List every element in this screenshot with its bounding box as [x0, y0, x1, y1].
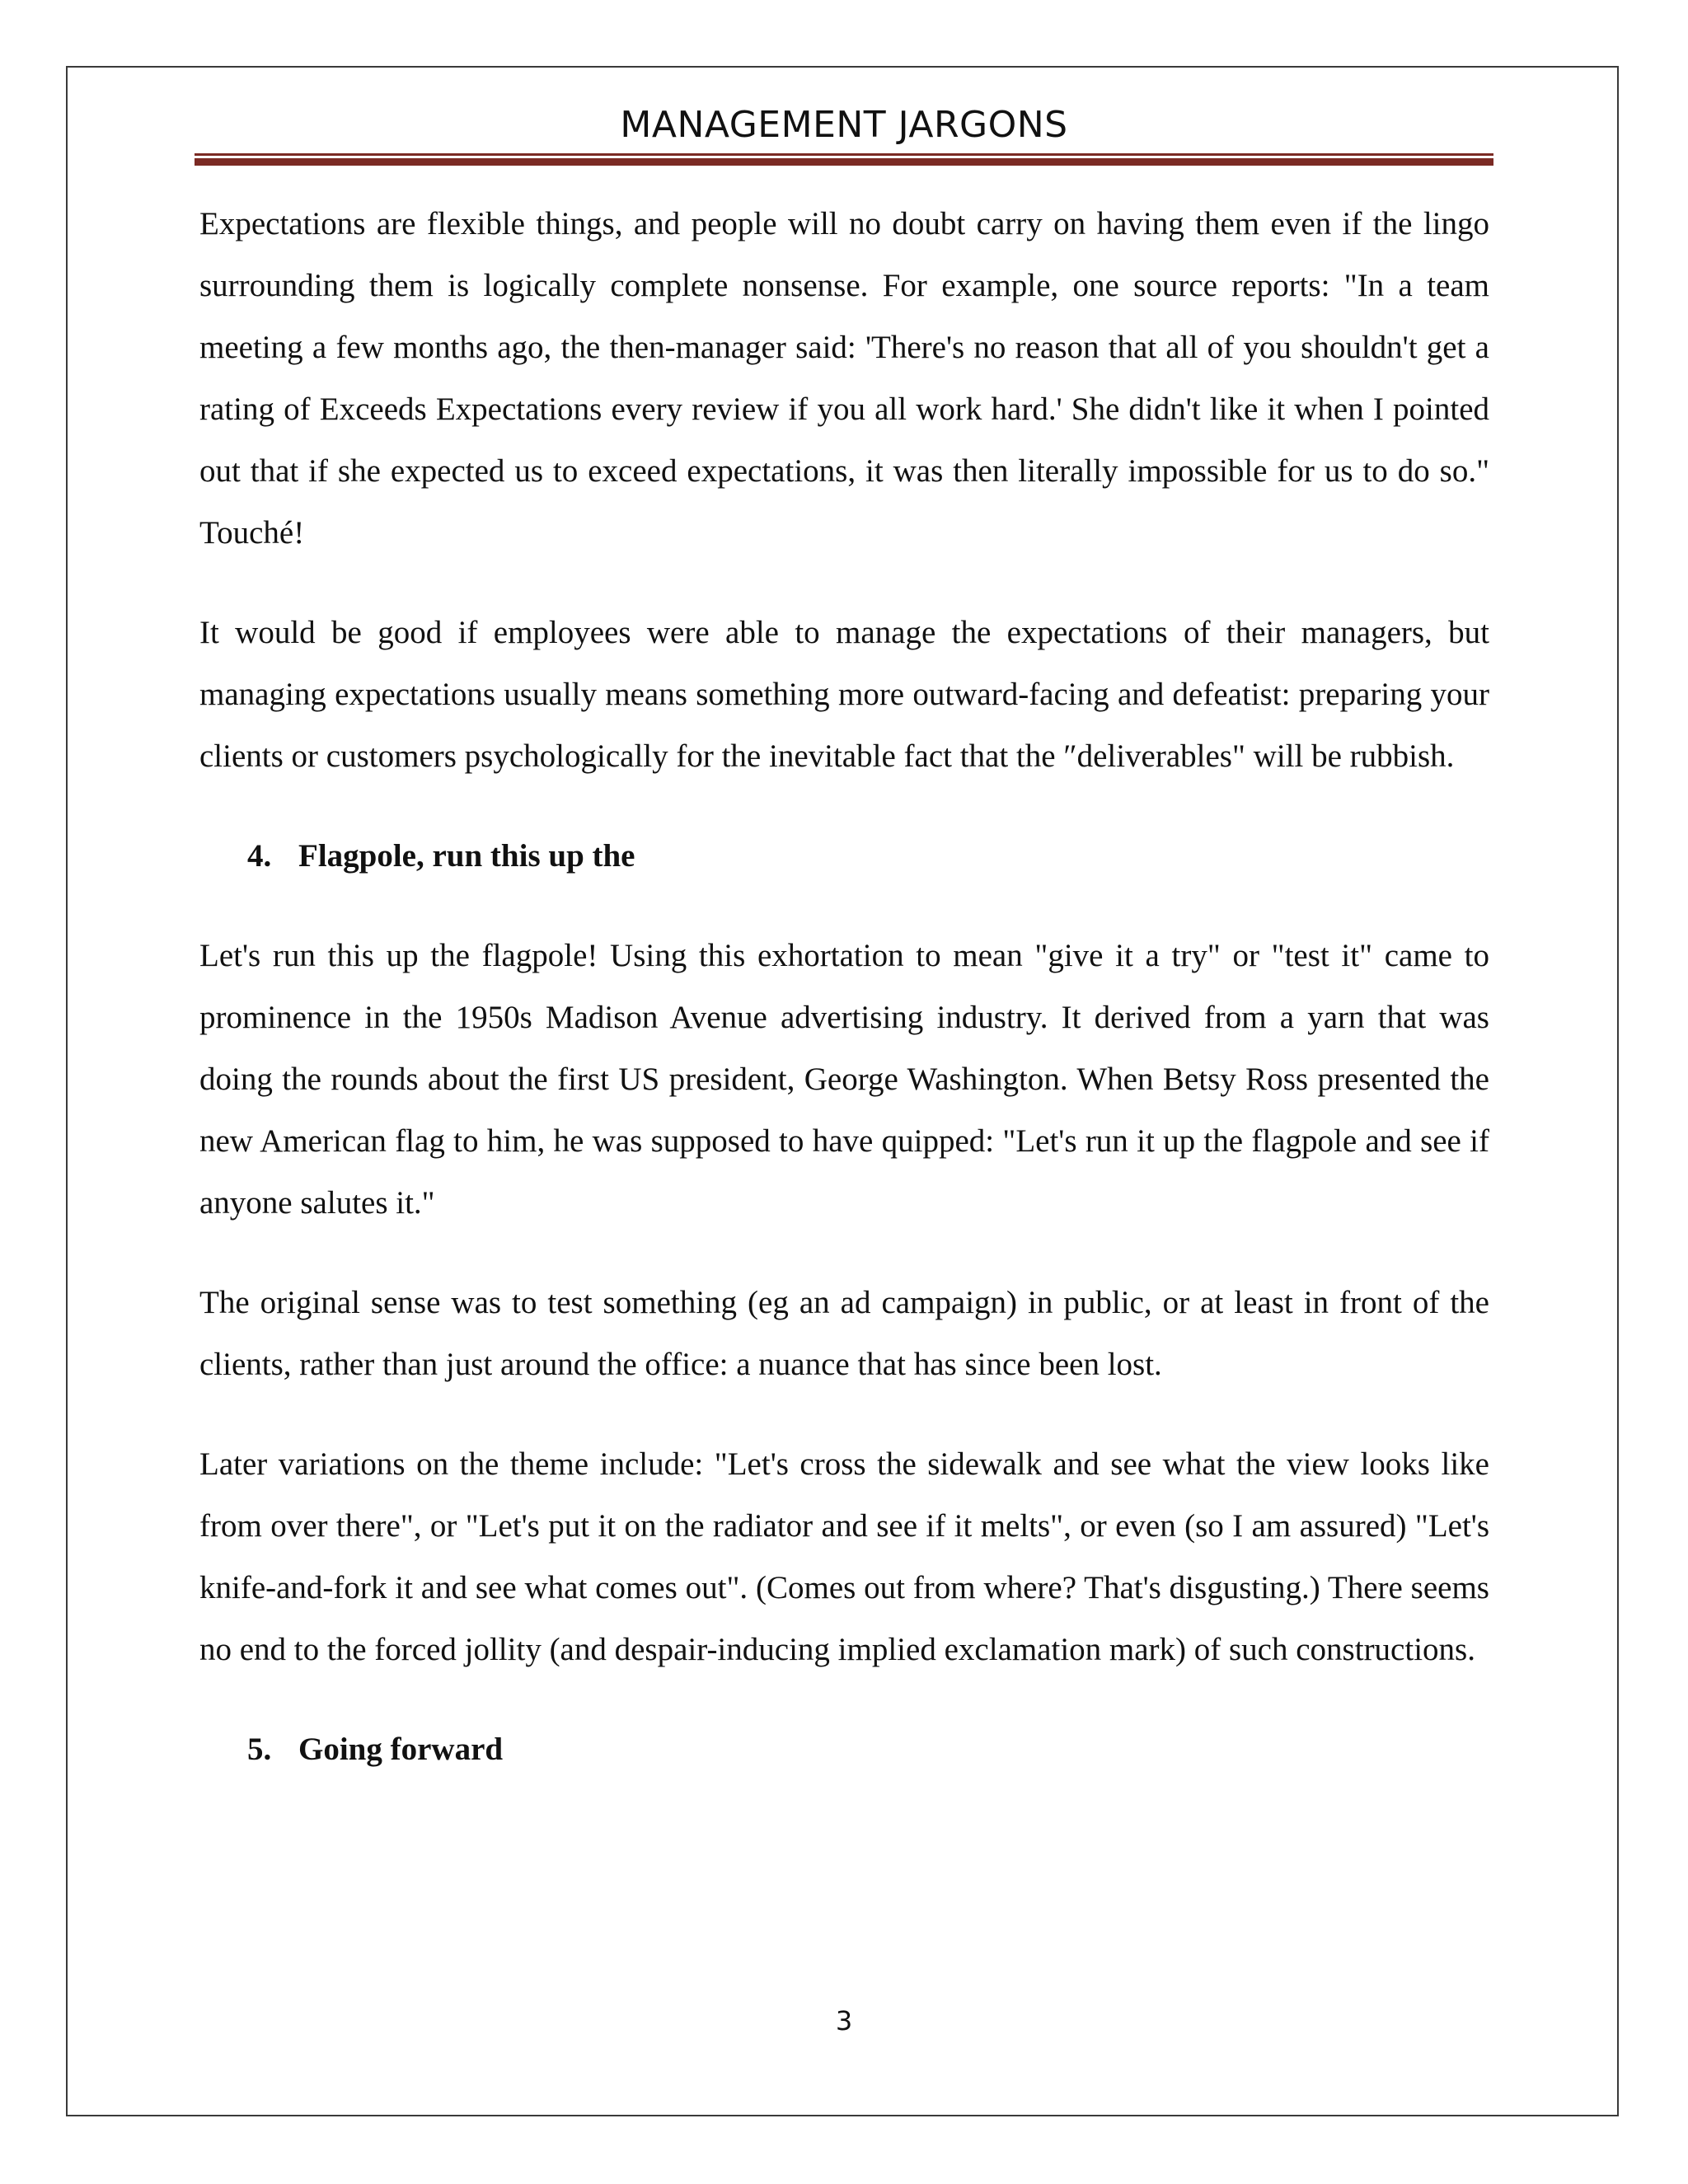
section-number: 4.	[247, 838, 272, 874]
section-heading-flagpole	[199, 825, 1489, 887]
section-title: Flagpole, run this up the	[298, 838, 635, 874]
page-number: 3	[835, 2005, 853, 2036]
section-number: 5.	[247, 1732, 272, 1767]
header-rule-thin	[195, 153, 1493, 156]
paragraph-original-sense: The original sense was to test something (eg an ad campaign) in public, or at least in front of the clients, rather than just around the office: a nuance that has since been lost.	[199, 1285, 1489, 1382]
header-rule-thick	[195, 158, 1493, 166]
paragraph-expectations: Expectations are flexible things, and people will no doubt carry on having them even if the lingo surrounding them is logically complete nonsense. For example, one source reports: "In a team meeting a few months ago, the then-manager said: 'There's no reason that all of you shouldn't get a rating of Exceeds Expectations every review if you all work hard.' She didn't like it when I pointed out that if she expected us to exceed expectations, it was then literally impossible for us to do so." Touché!	[199, 206, 1489, 551]
document-body	[199, 193, 1489, 1818]
section-heading-going-forward	[199, 1718, 1489, 1780]
paragraph-later-variations: Later variations on the theme include: "Let's cross the sidewalk and see what the view looks like from over there", or "Let's put it on the radiator and see if it melts", or even (so I am assured) "Let's knife-and-fork it and see what comes out". (Comes out from where? That's disgusting.) There seems no end to the forced jollity (and despair-inducing implied exclamation mark) of such constructions.	[199, 1446, 1489, 1667]
paragraph-flagpole-origin: Let's run this up the flagpole! Using this exhortation to mean "give it a try" or "test it" came to prominence in the 1950s Madison Avenue advertising industry. It derived from a yarn that was doing the rounds about the first US president, George Washington. When Betsy Ross presented the new American flag to him, he was supposed to have quipped: "Let's run it up the flagpole and see if anyone salutes it."	[199, 938, 1489, 1221]
paragraph-managing-expectations: It would be good if employees were able to manage the expectations of their managers, but managing expectations usually means something more outward-facing and defeatist: preparing your clients or customers psychologically for the inevitable fact that the ″deliverables" will be rubbish.	[199, 615, 1489, 774]
section-title: Going forward	[298, 1732, 504, 1767]
header-rule	[195, 153, 1493, 166]
page-header-title: MANAGEMENT JARGONS	[620, 104, 1068, 146]
